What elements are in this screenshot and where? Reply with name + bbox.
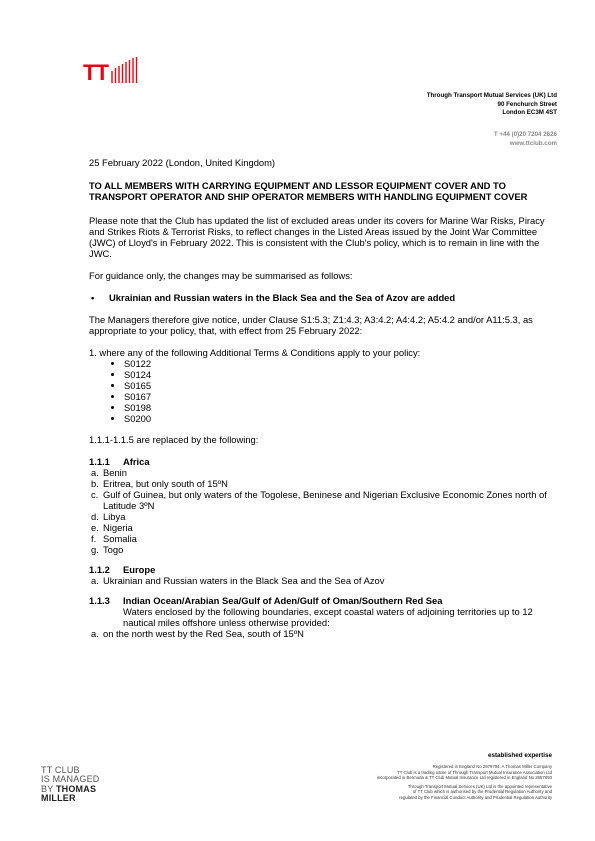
legal-line: incorporated in Bermuda & TT Club Mutual Insurance Ltd registered in England No 2657093 — [376, 775, 552, 781]
legal-line: of TT Club which is authorised by the Prudential Regulation Authority and — [412, 789, 552, 795]
list-item: • S0200 — [124, 413, 551, 424]
legal-footer — [377, 752, 552, 801]
footer-line: BY THOMAS — [41, 783, 97, 794]
list-item: f. Somalia — [91, 533, 137, 544]
section-africa — [89, 456, 551, 555]
company-contact — [494, 131, 557, 148]
legal-line: TT Club is a trading name of Through Transport Mutual Insurance Association Ltd — [397, 769, 552, 775]
address-city: London EC3M 4ST — [502, 109, 557, 116]
summary-bullet-text: Ukrainian and Russian waters in the Black Sea and the Sea of Azov are added — [109, 292, 456, 303]
footer-tagline: established expertise — [487, 752, 552, 759]
list-item: a. Ukrainian and Russian waters in the Black Sea and the Sea of Azov — [91, 575, 385, 586]
section-indian-ocean — [89, 595, 551, 639]
list-item: • S0124 — [124, 369, 551, 380]
area-list — [89, 467, 551, 555]
section-heading: Europe — [123, 564, 156, 575]
replacement-paragraph: 1.1.1-1.1.5 are replaced by the following: — [89, 434, 259, 445]
section-number: 1.1.1 — [89, 456, 110, 467]
logo-wordmark: TT — [83, 60, 108, 85]
address-street: 90 Fenchurch Street — [497, 100, 557, 108]
footer-line: MILLER — [41, 792, 76, 803]
address-company: Through Transport Mutual Services (UK) Ltd — [426, 92, 557, 99]
logo-stripes-icon — [110, 57, 140, 83]
guidance-paragraph: For guidance only, the changes may be summarised as follows: — [89, 270, 353, 281]
notice-paragraph: The Managers therefore give notice, under Clause S1:5.3; Z1:4.3; A3:4.2; A4:4.2; A5:4.2 and/or A11:5.3, as appropriate to your policy, that, with effect from 25 February 2022: — [89, 314, 533, 336]
legal-line: Registered in England No 2979794. A Thomas Miller Company — [432, 764, 552, 769]
tt-club-logo — [83, 57, 140, 83]
summary-bullet — [89, 292, 551, 303]
section-title — [89, 595, 551, 606]
area-list — [89, 628, 551, 639]
letter-date: 25 February 2022 (London, United Kingdom) — [89, 157, 276, 168]
list-item: g. Togo — [91, 544, 124, 555]
section-heading: Africa — [123, 456, 150, 467]
list-item: a. on the north west by the Red Sea, south of 15ºN — [91, 628, 304, 639]
list-item: a. Benin — [91, 467, 127, 478]
footer-line: IS MANAGED — [41, 774, 100, 785]
list-item: e. Nigeria — [91, 522, 133, 533]
terms-code-list — [89, 358, 551, 424]
section-title — [89, 564, 551, 575]
section-title — [89, 456, 551, 467]
section-heading: Indian Ocean/Arabian Sea/Gulf of Aden/Gulf of Oman/Southern Red Sea — [123, 595, 443, 606]
legal-line: Through Transport Mutual Services (UK) Ltd is the appointed representative — [407, 783, 552, 789]
section-europe — [89, 564, 551, 586]
managed-by-thomas-miller — [41, 766, 100, 803]
contact-web[interactable]: www.ttclub.com — [509, 139, 557, 147]
list-item: c. Gulf of Guinea, but only waters of the Togolese, Beninese and Nigerian Exclusive Economic Zones north of Latitude 3ºN — [91, 489, 547, 511]
intro-paragraph: Please note that the Club has updated the list of excluded areas under its covers for Marine War Risks, Piracy and Strikes Riots & Terrorist Risks, to reflect changes in the Listed Areas issued by the Joint War Committee (JWC) of Lloyd's in February 2022. This is consistent with the Club's policy, which is to remain in line with the JWC. — [89, 215, 545, 259]
section-number: 1.1.3 — [89, 595, 110, 606]
list-item: • S0165 — [124, 380, 551, 391]
company-address — [427, 92, 557, 118]
letter-body — [89, 157, 551, 648]
section-description: Waters enclosed by the following boundaries, except coastal waters of adjoining territories up to 12 nautical miles offshore unless otherwise provided: — [123, 606, 533, 628]
list-item: • S0167 — [124, 391, 551, 402]
terms-paragraph: 1. where any of the following Additional Terms & Conditions apply to your policy: — [89, 347, 421, 358]
legal-line: regulated by the Financial Conduct Authority and Prudential Regulation Authority — [399, 794, 552, 800]
list-item: b. Eritrea, but only south of 15ºN — [91, 478, 228, 489]
list-item: • S0122 — [124, 358, 551, 369]
area-list — [89, 575, 551, 586]
contact-phone: T +44 (0)20 7204 2626 — [493, 131, 557, 138]
footer-line: TT CLUB — [41, 765, 80, 775]
section-number: 1.1.2 — [89, 564, 110, 575]
list-item: d. Libya — [91, 511, 126, 522]
letter-heading: TO ALL MEMBERS WITH CARRYING EQUIPMENT AND LESSOR EQUIPMENT COVER AND TO TRANSPORT OPERATOR AND SHIP OPERATOR MEMBERS WITH HANDLING EQUIPMENT COVER — [89, 180, 528, 202]
bullet-marker: • — [91, 292, 95, 303]
list-item: • S0198 — [124, 402, 551, 413]
